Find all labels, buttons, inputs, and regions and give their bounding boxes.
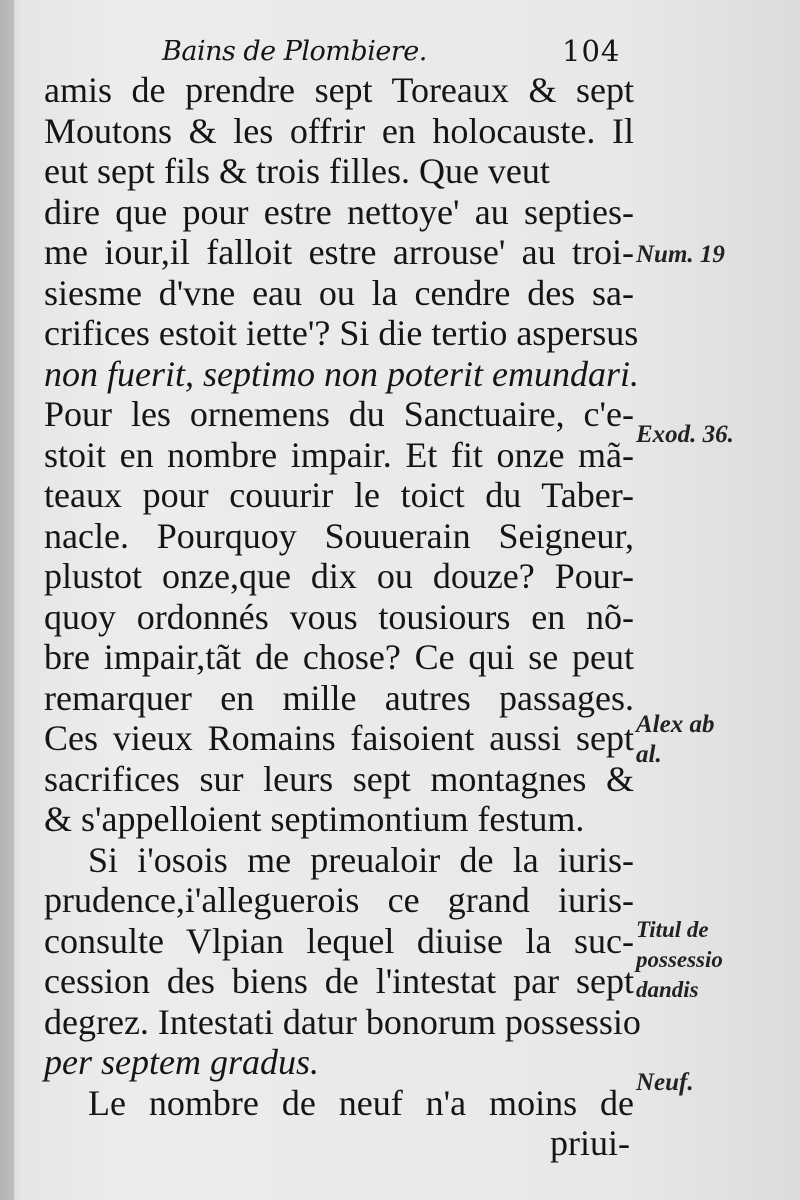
- margin-note: Alex ab al.: [636, 711, 715, 768]
- running-header: [0, 30, 800, 70]
- text-line: Ces vieux Romains faisoient aussi sept: [44, 718, 634, 758]
- text-line: bre impair,tãt de chose? Ce qui se peut: [44, 637, 634, 677]
- margin-note: Neuf.: [636, 1069, 694, 1096]
- text-line: nacle. Pourquoy Souuerain Seigneur,: [44, 515, 634, 556]
- text-line: per septem gradus.: [44, 1042, 319, 1082]
- catchword: priui-: [550, 1123, 630, 1163]
- text-line: consulte Vlpian lequel diuise la suc-: [44, 920, 634, 961]
- text-line: crifices estoit iette'? Si die tertio aspersus: [44, 313, 639, 353]
- text-line: siesme d'vne eau ou la cendre des sa-: [44, 272, 634, 313]
- text-line: quoy ordonnés vous tousiours en nõ-: [44, 596, 634, 637]
- body-text: [44, 70, 641, 1164]
- text-line: remarquer en mille autres passages.: [44, 677, 634, 718]
- page-gutter-shadow: [0, 0, 14, 1200]
- text-line: teaux pour couurir le toict du Taber-: [44, 475, 634, 515]
- text-line: cession des biens de l'intestat par sept: [44, 961, 634, 1001]
- text-line: non fuerit, septimo non poterit emundari.: [44, 353, 639, 394]
- text-line: stoit en nombre impair. Et fit onze mã-: [44, 434, 634, 475]
- text-line: Moutons & les offrir en holocauste. Il: [44, 110, 634, 151]
- text-line: Pour les ornemens du Sanctuaire, c'e-: [44, 394, 634, 434]
- text-line: me iour,il falloit estre arrouse' au troi-: [44, 232, 634, 272]
- text-line: amis de prendre sept Toreaux & sept: [44, 70, 634, 110]
- text-line: & s'appelloient septimontium festum.: [44, 799, 585, 839]
- page-number: 104: [562, 34, 621, 68]
- text-line: degrez. Intestati datur bonorum possessio: [44, 1001, 641, 1042]
- text-line: dire que pour estre nettoye' au septies-: [44, 191, 634, 232]
- text-line: Si i'osois me preualoir de la iuris-: [88, 839, 634, 880]
- text-line: prudence,i'alleguerois ce grand iuris-: [44, 880, 634, 920]
- margin-note: Exod. 36.: [636, 421, 734, 448]
- margin-note: Num. 19: [636, 241, 725, 268]
- running-title: Bains de Plombiere.: [162, 36, 427, 67]
- text-line: plustot onze,que dix ou douze? Pour-: [44, 556, 634, 596]
- text-line: sacrifices sur leurs sept montagnes &: [44, 758, 634, 799]
- text-line: eut sept fils & trois filles. Que veut: [44, 151, 550, 191]
- margin-note: Titul de possessio dandis: [636, 917, 723, 1002]
- text-line: Le nombre de neuf n'a moins de: [88, 1082, 634, 1123]
